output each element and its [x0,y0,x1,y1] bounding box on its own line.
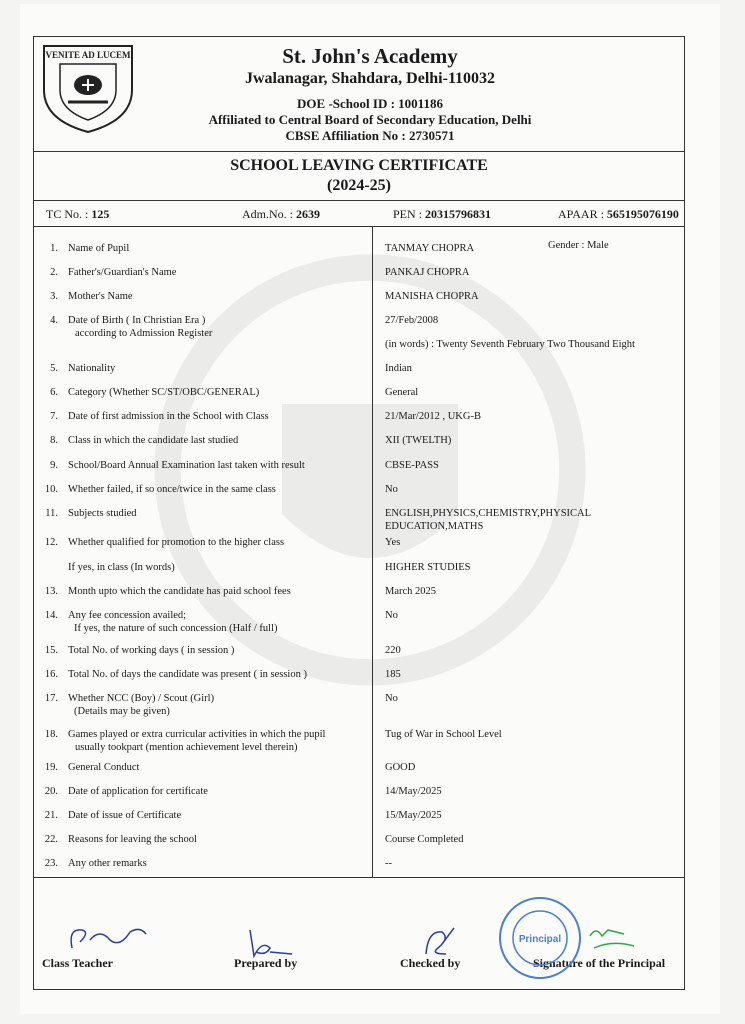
field-label: Date of issue of Certificate [68,810,182,821]
field-value: ENGLISH,PHYSICS,CHEMISTRY,PHYSICAL [385,508,592,519]
row-number: 7. [50,411,58,422]
affiliation-line: Affiliated to Central Board of Secondary Education, Delhi [208,112,532,127]
class-teacher-label: Class Teacher [42,956,114,970]
checked-by-label: Checked by [400,956,461,970]
principal-stamp [497,895,583,981]
pen-number: PEN : 20315796831 [393,207,492,221]
prepared-signature [240,926,300,960]
principal-signature-label: Signature of the Principal [533,956,666,970]
field-value: MANISHA CHOPRA [385,291,479,302]
column-divider [372,226,373,877]
school-name: St. John's Academy [282,44,458,68]
row-number: 1. [50,243,58,254]
row-number: 2. [50,267,58,278]
gender: Gender : Male [548,240,609,251]
divider [33,877,685,878]
field-label: Name of Pupil [68,243,130,254]
field-label: Whether NCC (Boy) / Scout (Girl) [68,693,215,704]
certificate-title: SCHOOL LEAVING CERTIFICATE [230,157,488,174]
field-label: Date of application for certificate [68,786,208,797]
row-number: 6. [50,387,58,398]
field-label: Total No. of days the candidate was present ( in session ) [68,669,307,680]
field-label: Nationality [68,363,116,374]
field-label: If yes, in class (In words) [68,562,175,573]
field-value: General [385,387,419,398]
row-number: 17. [44,693,58,704]
field-value: No [385,484,398,495]
field-value: Yes [385,537,401,548]
row-number: 23. [44,858,58,869]
field-value: PANKAJ CHOPRA [385,267,470,278]
row-number: 3. [50,291,58,302]
doe-school-id: DOE -School ID : 1001186 [297,96,443,111]
divider [33,151,685,152]
field-label: Subjects studied [68,508,137,519]
field-value: No [385,610,398,621]
certificate-session: (2024-25) [327,177,391,194]
prepared-by-label: Prepared by [234,956,298,970]
field-label-line2: If yes, the nature of such concession (Half / full) [74,623,278,634]
field-label: Date of first admission in the School with Class [68,411,269,422]
field-label-line2: (Details may be given) [74,706,170,717]
row-number: 19. [44,762,58,773]
field-value-line2: (in words) : Twenty Seventh February Two Thousand Eight [385,339,635,350]
field-label: Class in which the candidate last studied [68,435,239,446]
field-label: Month upto which the candidate has paid school fees [68,586,291,597]
field-value: -- [385,858,392,869]
field-value: March 2025 [385,586,437,597]
stamp-center-text: Principal [518,934,562,945]
field-value: GOOD [385,762,416,773]
field-label: Total No. of working days ( in session ) [68,645,235,656]
field-value: 27/Feb/2008 [385,315,439,326]
field-value: 220 [385,645,401,656]
row-number: 22. [44,834,58,845]
field-value: No [385,693,398,704]
field-label: Games played or extra curricular activities in which the pupil [68,729,326,740]
logo-motto: VENITE AD LUCEM [45,50,131,60]
divider [33,226,685,227]
tc-number: TC No. : 125 [46,207,110,221]
checked-signature [416,924,466,960]
row-number: 15. [44,645,58,656]
row-number: 13. [44,586,58,597]
field-label: Date of Birth ( In Christian Era ) [68,315,206,326]
field-label: Mother's Name [68,291,133,302]
field-label: Category (Whether SC/ST/OBC/GENERAL) [68,387,260,398]
row-number: 4. [50,315,58,326]
field-label: School/Board Annual Examination last taken with result [68,460,305,471]
field-label: Any other remarks [68,858,147,869]
field-value: TANMAY CHOPRA [385,243,475,254]
row-number: 5. [50,363,58,374]
field-value: XII (TWELTH) [385,435,452,446]
row-number: 8. [50,435,58,446]
row-number: 10. [44,484,58,495]
principal-signature [584,922,644,956]
field-value: HIGHER STUDIES [385,562,471,573]
field-label: Father's/Guardian's Name [68,267,177,278]
field-value: Tug of War in School Level [385,729,502,740]
row-number: 9. [50,460,58,471]
row-number: 14. [44,610,58,621]
field-value: 15/May/2025 [385,810,442,821]
apaar-number: APAAR : 565195076190 [558,207,679,221]
field-value: 185 [385,669,401,680]
row-number: 16. [44,669,58,680]
field-label: Whether qualified for promotion to the higher class [68,537,285,548]
field-value: 21/Mar/2012 , UKG-B [385,411,481,422]
row-number: 12. [44,537,58,548]
field-value: Course Completed [385,834,464,845]
field-label-line2: usually tookpart (mention achievement level therein) [75,742,298,753]
cbse-affiliation-no: CBSE Affiliation No : 2730571 [285,128,455,143]
field-value-line2: EDUCATION,MATHS [385,521,484,532]
admission-number: Adm.No. : 2639 [242,207,320,221]
field-label: Whether failed, if so once/twice in the same class [68,484,276,495]
field-label: General Conduct [68,762,140,773]
school-address: Jwalanagar, Shahdara, Delhi-110032 [244,70,496,87]
row-number: 18. [44,729,58,740]
row-number: 20. [44,786,58,797]
row-number: 11. [45,508,58,519]
teacher-signature [60,918,160,958]
field-label: Any fee concession availed; [68,610,187,621]
row-number: 21. [44,810,58,821]
field-value: 14/May/2025 [385,786,442,797]
field-value: Indian [385,363,412,374]
field-label: Reasons for leaving the school [68,834,197,845]
field-label-line2: according to Admission Register [75,328,213,339]
divider [33,200,685,201]
field-value: CBSE-PASS [385,460,439,471]
